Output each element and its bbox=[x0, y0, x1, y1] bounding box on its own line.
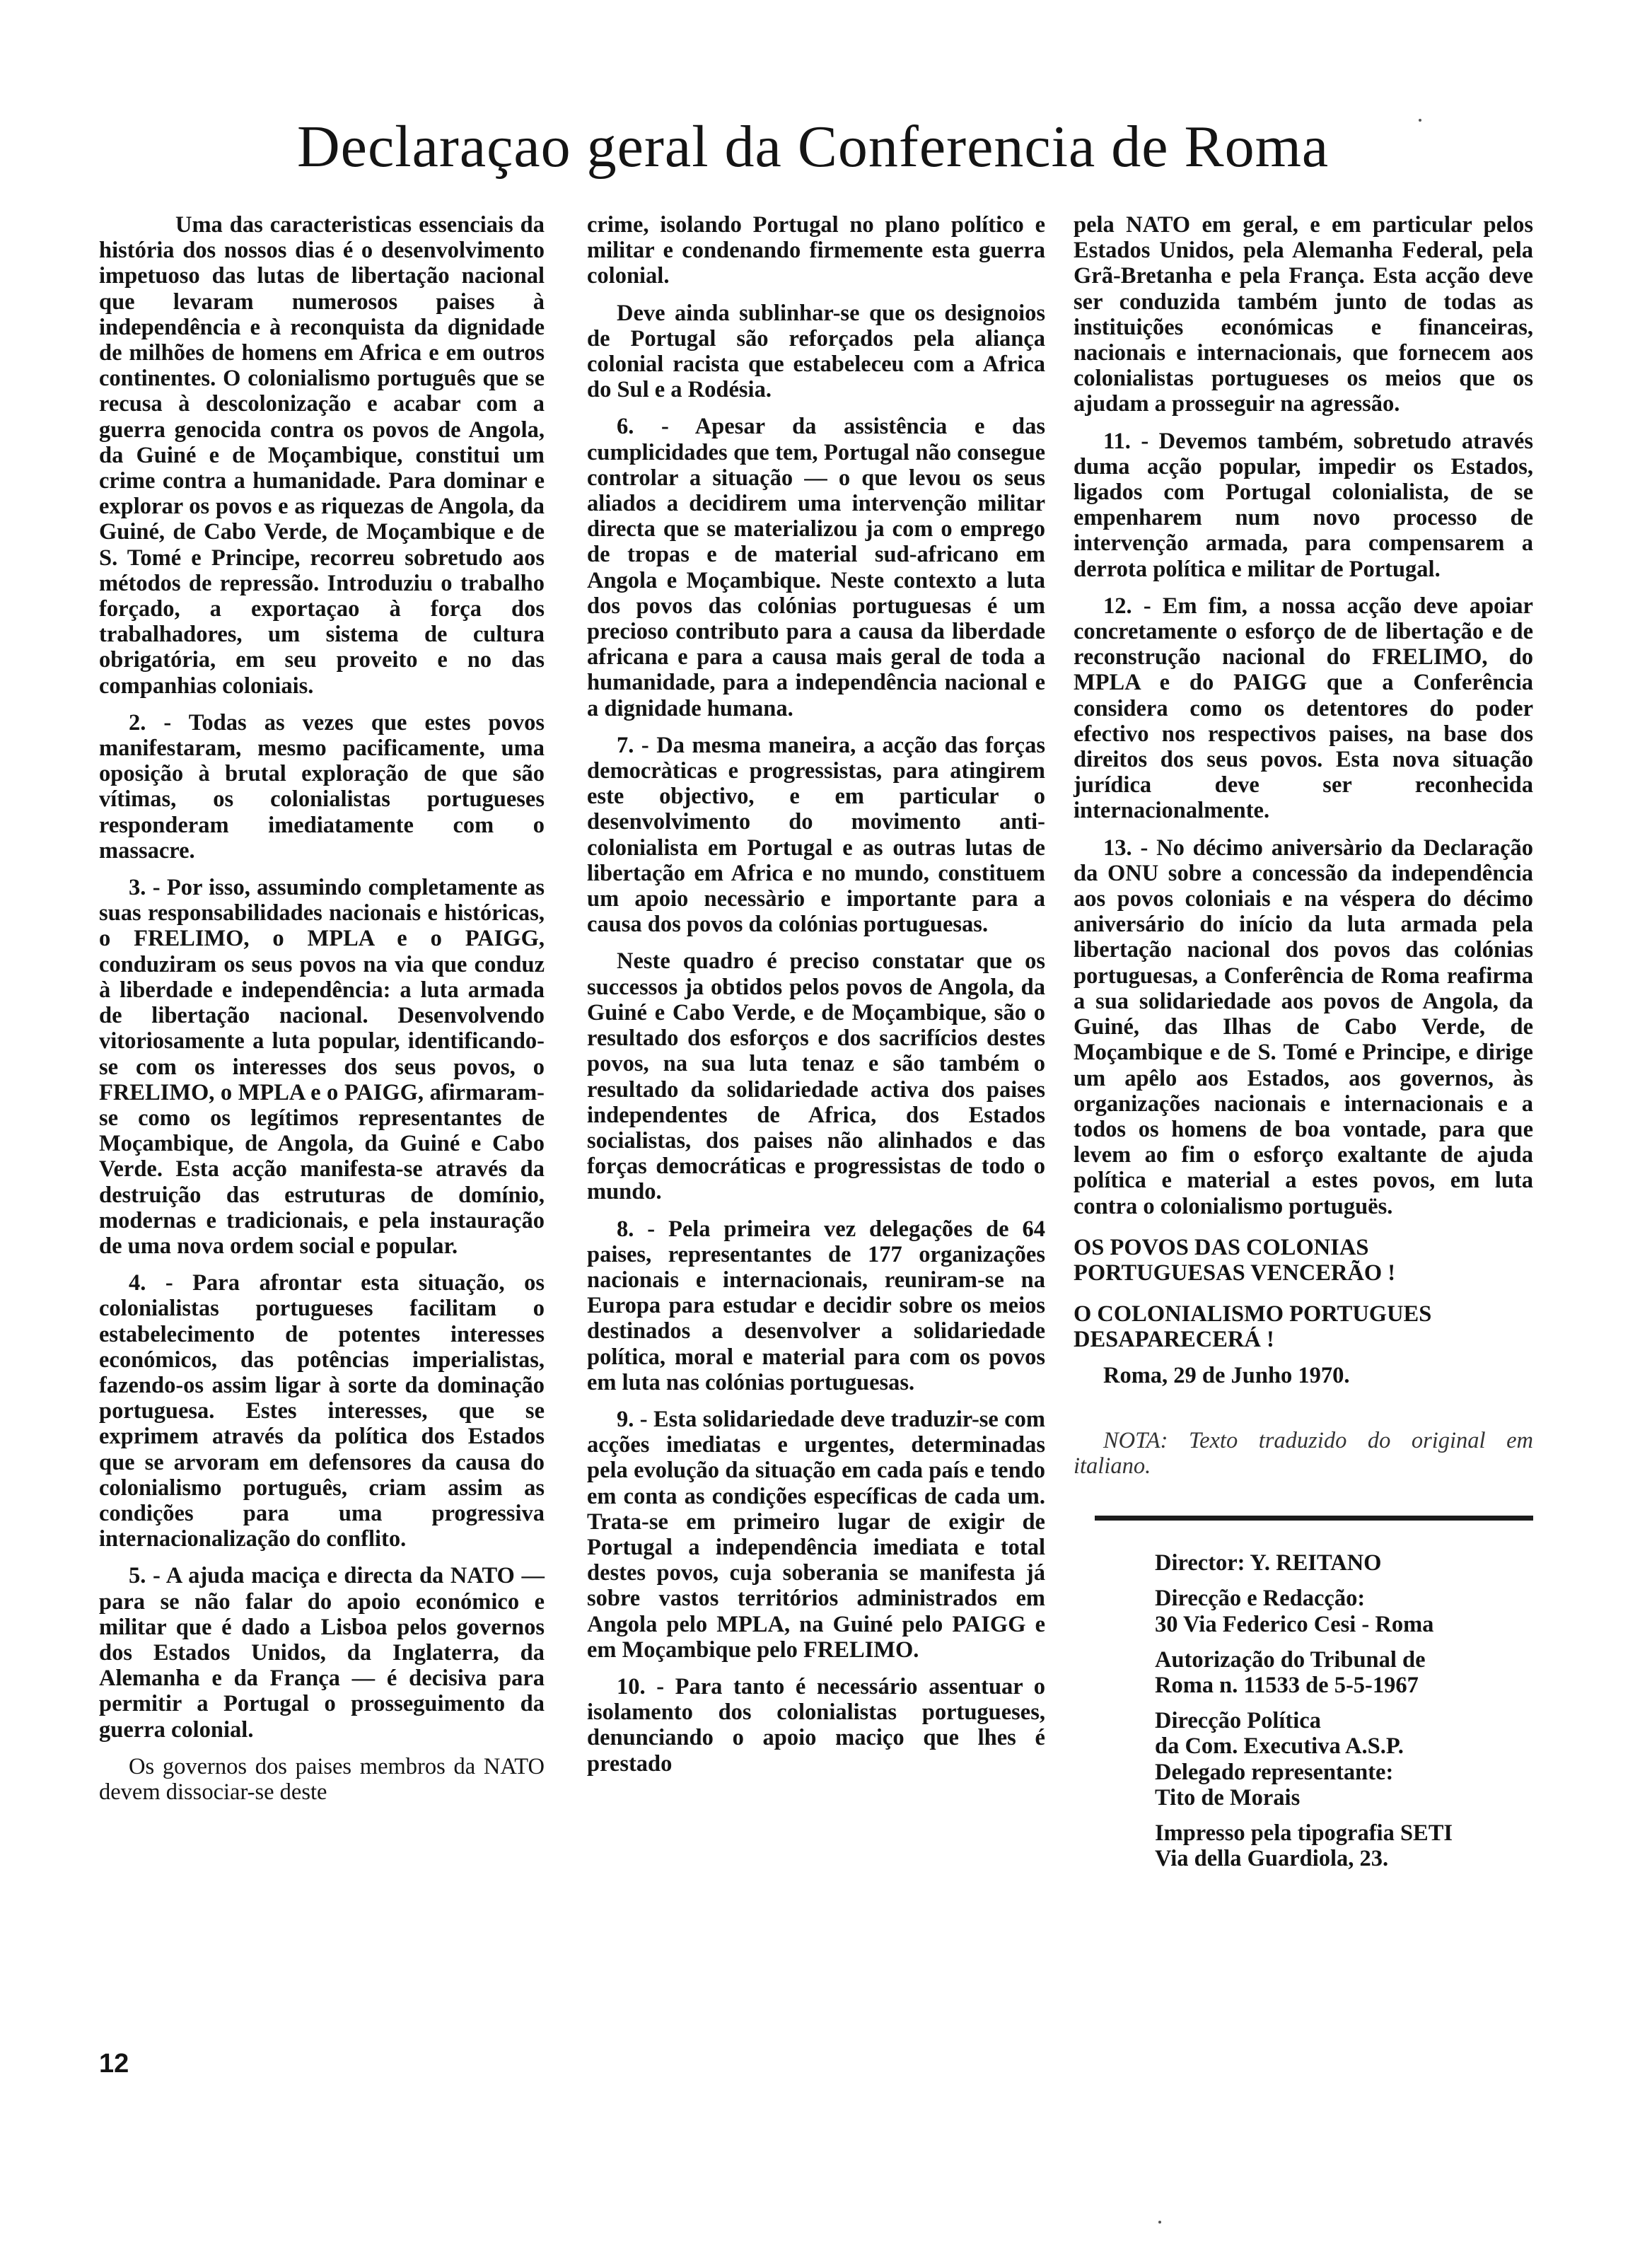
imprint-authorization-1: Autorização do Tribunal de bbox=[1155, 1646, 1426, 1673]
text-column-right bbox=[1074, 212, 1533, 1881]
imprint-box bbox=[1074, 1550, 1533, 1871]
imprint-printer-2: Via della Guardiola, 23. bbox=[1155, 1846, 1389, 1872]
imprint-printer-1: Impresso pela tipografia SETI bbox=[1155, 1820, 1453, 1846]
paragraph-alliance: Deve ainda sublinhar-se que os designoios de Portugal são reforçados pela aliança colonial racista que estabeleceu com a Africa do Sul e a Rodésia. bbox=[587, 300, 1045, 403]
paragraph-6: 6. - Apesar da assistência e das cumplicidades que tem, Portugal não consegue controlar a situação — o que levou os seus aliados a decidirem uma intervenção militar directa que se materializou ja com o emprego de tropas e de material sud-africano em Angola e Moçambique. Neste contexto a luta dos povos das colónias portuguesas é um precioso contributo para a causa da liberdade africana e para a causa mais geral de toda a humanidade, para a independência nacional e a dignidade humana. bbox=[587, 414, 1045, 721]
paragraph-4: 4. - Para afrontar esta situação, os colonialistas portugueses facilitam o estabelecimento de potentes interesses económicos, das potências imperialistas, fazendo-os assim ligar à sorte da dominação portuguesa. Estes interesses, que se exprimem através da política dos Estados que se arvoram em defensores da causa do colonialismo português, criam assim as condições para uma progressiva internacionalização do conflito. bbox=[99, 1270, 545, 1552]
slogan-disappearance: O COLONIALISMO PORTUGUES DESAPARECERÁ ! bbox=[1074, 1301, 1432, 1353]
paragraph-7: 7. - Da mesma maneira, a acção das forças democràticas e progressistas, para atingirem este objectivo, e em particular o desenvolvimento do movimento anti-colonialista em Portugal e as outras lutas de libertação em Africa e no mundo, constituem um apoio necessàrio e importante para a causa dos povos da colónias portuguesas. bbox=[587, 732, 1045, 938]
page-number: 12 bbox=[99, 2049, 129, 2079]
paragraph-successes: Neste quadro é preciso constatar que os successos ja obtidos pelos povos de Angola, da Guiné e Cabo Verde, e de Moçambique, são o resultado dos esforços e dos sacrifícios destes povos, na sua luta tenaz e são também o resultado da solidariedade activa dos paises independentes de Africa, dos Estados socialistas, dos paises não alinhados e das forças democráticas e progressistas de todo o mundo. bbox=[587, 948, 1045, 1205]
paragraph-5-continued: Os governos dos paises membros da NATO devem dissociar-se deste bbox=[99, 1753, 545, 1805]
paragraph-intro: Uma das caracteristicas essenciais da história dos nossos dias é o desenvolvimento impetuoso das lutas de libertação nacional que levaram numerosos paises à independência e à reconquista da dignidade de milhões de homens em Africa e em outros continentes. O colonialismo português que se recusa à descolonização e acabar com a guerra genocida contra os povos de Angola, da Guiné e de Moçambique, constitui um crime contra a humanidade. Para dominar e explorar os povos e as riquezas de Angola, da Guiné, de Cabo Verde, de Moçambique e de S. Tomé e Principe, recorreu sobretudo aos métodos de repressão. Introduziu o trabalho forçado, a exportaçao à força dos trabalhadores, um sistema de cultura obrigatória, em seu proveito e no das companhias coloniais. bbox=[99, 212, 545, 699]
paragraph-13: 13. - No décimo aniversàrio da Declaração da ONU sobre a concessão da independência aos povos coloniais e na véspera do décimo aniversário do início da luta armada pela libertação nacional dos povos das colónias portuguesas, a Conferência de Roma reafirma a sua solidariedade aos povos de Angola, da Guiné, das Ilhas de Cabo Verde, de Moçambique e de S. Tomé e Principe, e dirige um apêlo aos Estados, aos governos, às organizações nacionais e internacionais e a todos os homens de boa vontade, para que levem ao fim o esforço exaltante de ajuda política e material a estes povos, em luta contra o colonialismo portuguës. bbox=[1074, 835, 1533, 1219]
imprint-delegate-name: Tito de Morais bbox=[1155, 1784, 1301, 1811]
imprint-redaction-label: Direcção e Redacção: bbox=[1155, 1586, 1366, 1612]
imprint-politics-2: da Com. Executiva A.S.P. bbox=[1155, 1733, 1404, 1760]
imprint-address: 30 Via Federico Cesi - Roma bbox=[1155, 1611, 1434, 1637]
text-column-left bbox=[99, 212, 545, 1816]
signature-date: Roma, 29 de Junho 1970. bbox=[1103, 1362, 1350, 1388]
text-column-middle bbox=[587, 212, 1045, 1788]
print-speck bbox=[1419, 119, 1421, 122]
imprint-director: Director: Y. REITANO bbox=[1155, 1550, 1382, 1576]
paragraph-8: 8. - Pela primeira vez delegações de 64 paises, representantes de 177 organizações nacionais e internacionais, reuniram-se na Europa para estudar e decidir sobre os meios destinados a desenvolver a solidariedade política, moral e material para com os povos em luta nas colónias portuguesas. bbox=[587, 1216, 1045, 1395]
print-speck bbox=[1158, 2221, 1161, 2224]
translation-note: NOTA: Texto traduzido do original em italiano. bbox=[1074, 1427, 1533, 1479]
paragraph-continued: crime, isolando Portugal no plano político e militar e condenando firmemente esta guerra colonial. bbox=[587, 212, 1045, 289]
paragraph-10: 10. - Para tanto é necessário assentuar o isolamento dos colonialistas portugueses, denunciando o apoio maciço que lhes é prestado bbox=[587, 1673, 1045, 1777]
paragraph-9: 9. - Esta solidariedade deve traduzir-se com acções imediatas e urgentes, determinadas pela evolução da situação em cada país e tendo em conta as condições específicas de cada um. Trata-se em primeiro lugar de exigir de Portugal a independência imediata e total destes povos, cuja soberania se manifesta já sobre vastos territórios administrados em Angola pelo MPLA, na Guiné pelo PAIGG e em Moçambique pelo FRELIMO. bbox=[587, 1406, 1045, 1663]
paragraph-5: 5. - A ajuda maciça e directa da NATO — para se não falar do apoio económico e militar que é dado a Lisboa pelos governos dos Estados Unidos, da Inglaterra, da Alemanha e da França — é decisiva para permitir a Portugal o prosseguimento da guerra colonial. bbox=[99, 1563, 545, 1743]
paragraph-2: 2. - Todas as vezes que estes povos manifestaram, mesmo pacificamente, uma oposição à brutal exploração de que são vítimas, os colonialistas portugueses responderam imediatamente com o massacre. bbox=[99, 709, 545, 864]
slogan-victory: OS POVOS DAS COLONIAS PORTUGUESAS VENCERÃO ! bbox=[1074, 1234, 1396, 1286]
imprint-authorization-2: Roma n. 11533 de 5-5-1967 bbox=[1155, 1672, 1419, 1698]
paragraph-10-continued: pela NATO em geral, e em particular pelos Estados Unidos, pela Alemanha Federal, pela Grã-Bretanha e pela França. Esta acção deve ser conduzida também junto de todas as instituições económicas e financeiras, nacionais e internacionais, que fornecem aos colonialistas portugueses os meios que os ajudam a prosseguir na agressão. bbox=[1074, 212, 1533, 417]
paragraph-11: 11. - Devemos também, sobretudo através duma acção popular, impedir os Estados, ligados com Portugal colonialista, de se empenharem num novo processo de intervenção armada, para compensarem a derrota política e militar de Portugal. bbox=[1074, 428, 1533, 582]
imprint-politics-1: Direcção Política bbox=[1155, 1708, 1321, 1734]
paragraph-3: 3. - Por isso, assumindo completamente as suas responsabilidades nacionais e históricas, o FRELIMO, o MPLA e o PAIGG, conduziram os seus povos na via que conduz à liberdade e independência: a luta armada de libertação nacional. Desenvolvendo vitoriosamente a luta popular, identificando-se com os interesses dos seus povos, o FRELIMO, o MPLA e o PAIGG, afirmaram-se como os legítimos representantes de Moçambique, de Angola, da Guiné e Cabo Verde. Esta acção manifesta-se através da destruição das estruturas de domínio, modernas e tradicionais, e pela instauração de uma nova ordem social e popular. bbox=[99, 875, 545, 1259]
paragraph-12: 12. - Em fim, a nossa acção deve apoiar concretamente o esforço de de libertação e de reconstrução nacional do FRELIMO, do MPLA e do PAIGG que a Conferência considera como os detentores do poder efectivo nos respectivos paises, na base dos direitos dos seus povos. Esta nova situação jurídica deve ser reconhecida internacionalmente. bbox=[1074, 593, 1533, 824]
imprint-delegate-label: Delegado representante: bbox=[1155, 1759, 1394, 1785]
divider-rule bbox=[1095, 1516, 1533, 1521]
article-title: Declaraçao geral da Conferencia de Roma bbox=[297, 114, 1330, 180]
